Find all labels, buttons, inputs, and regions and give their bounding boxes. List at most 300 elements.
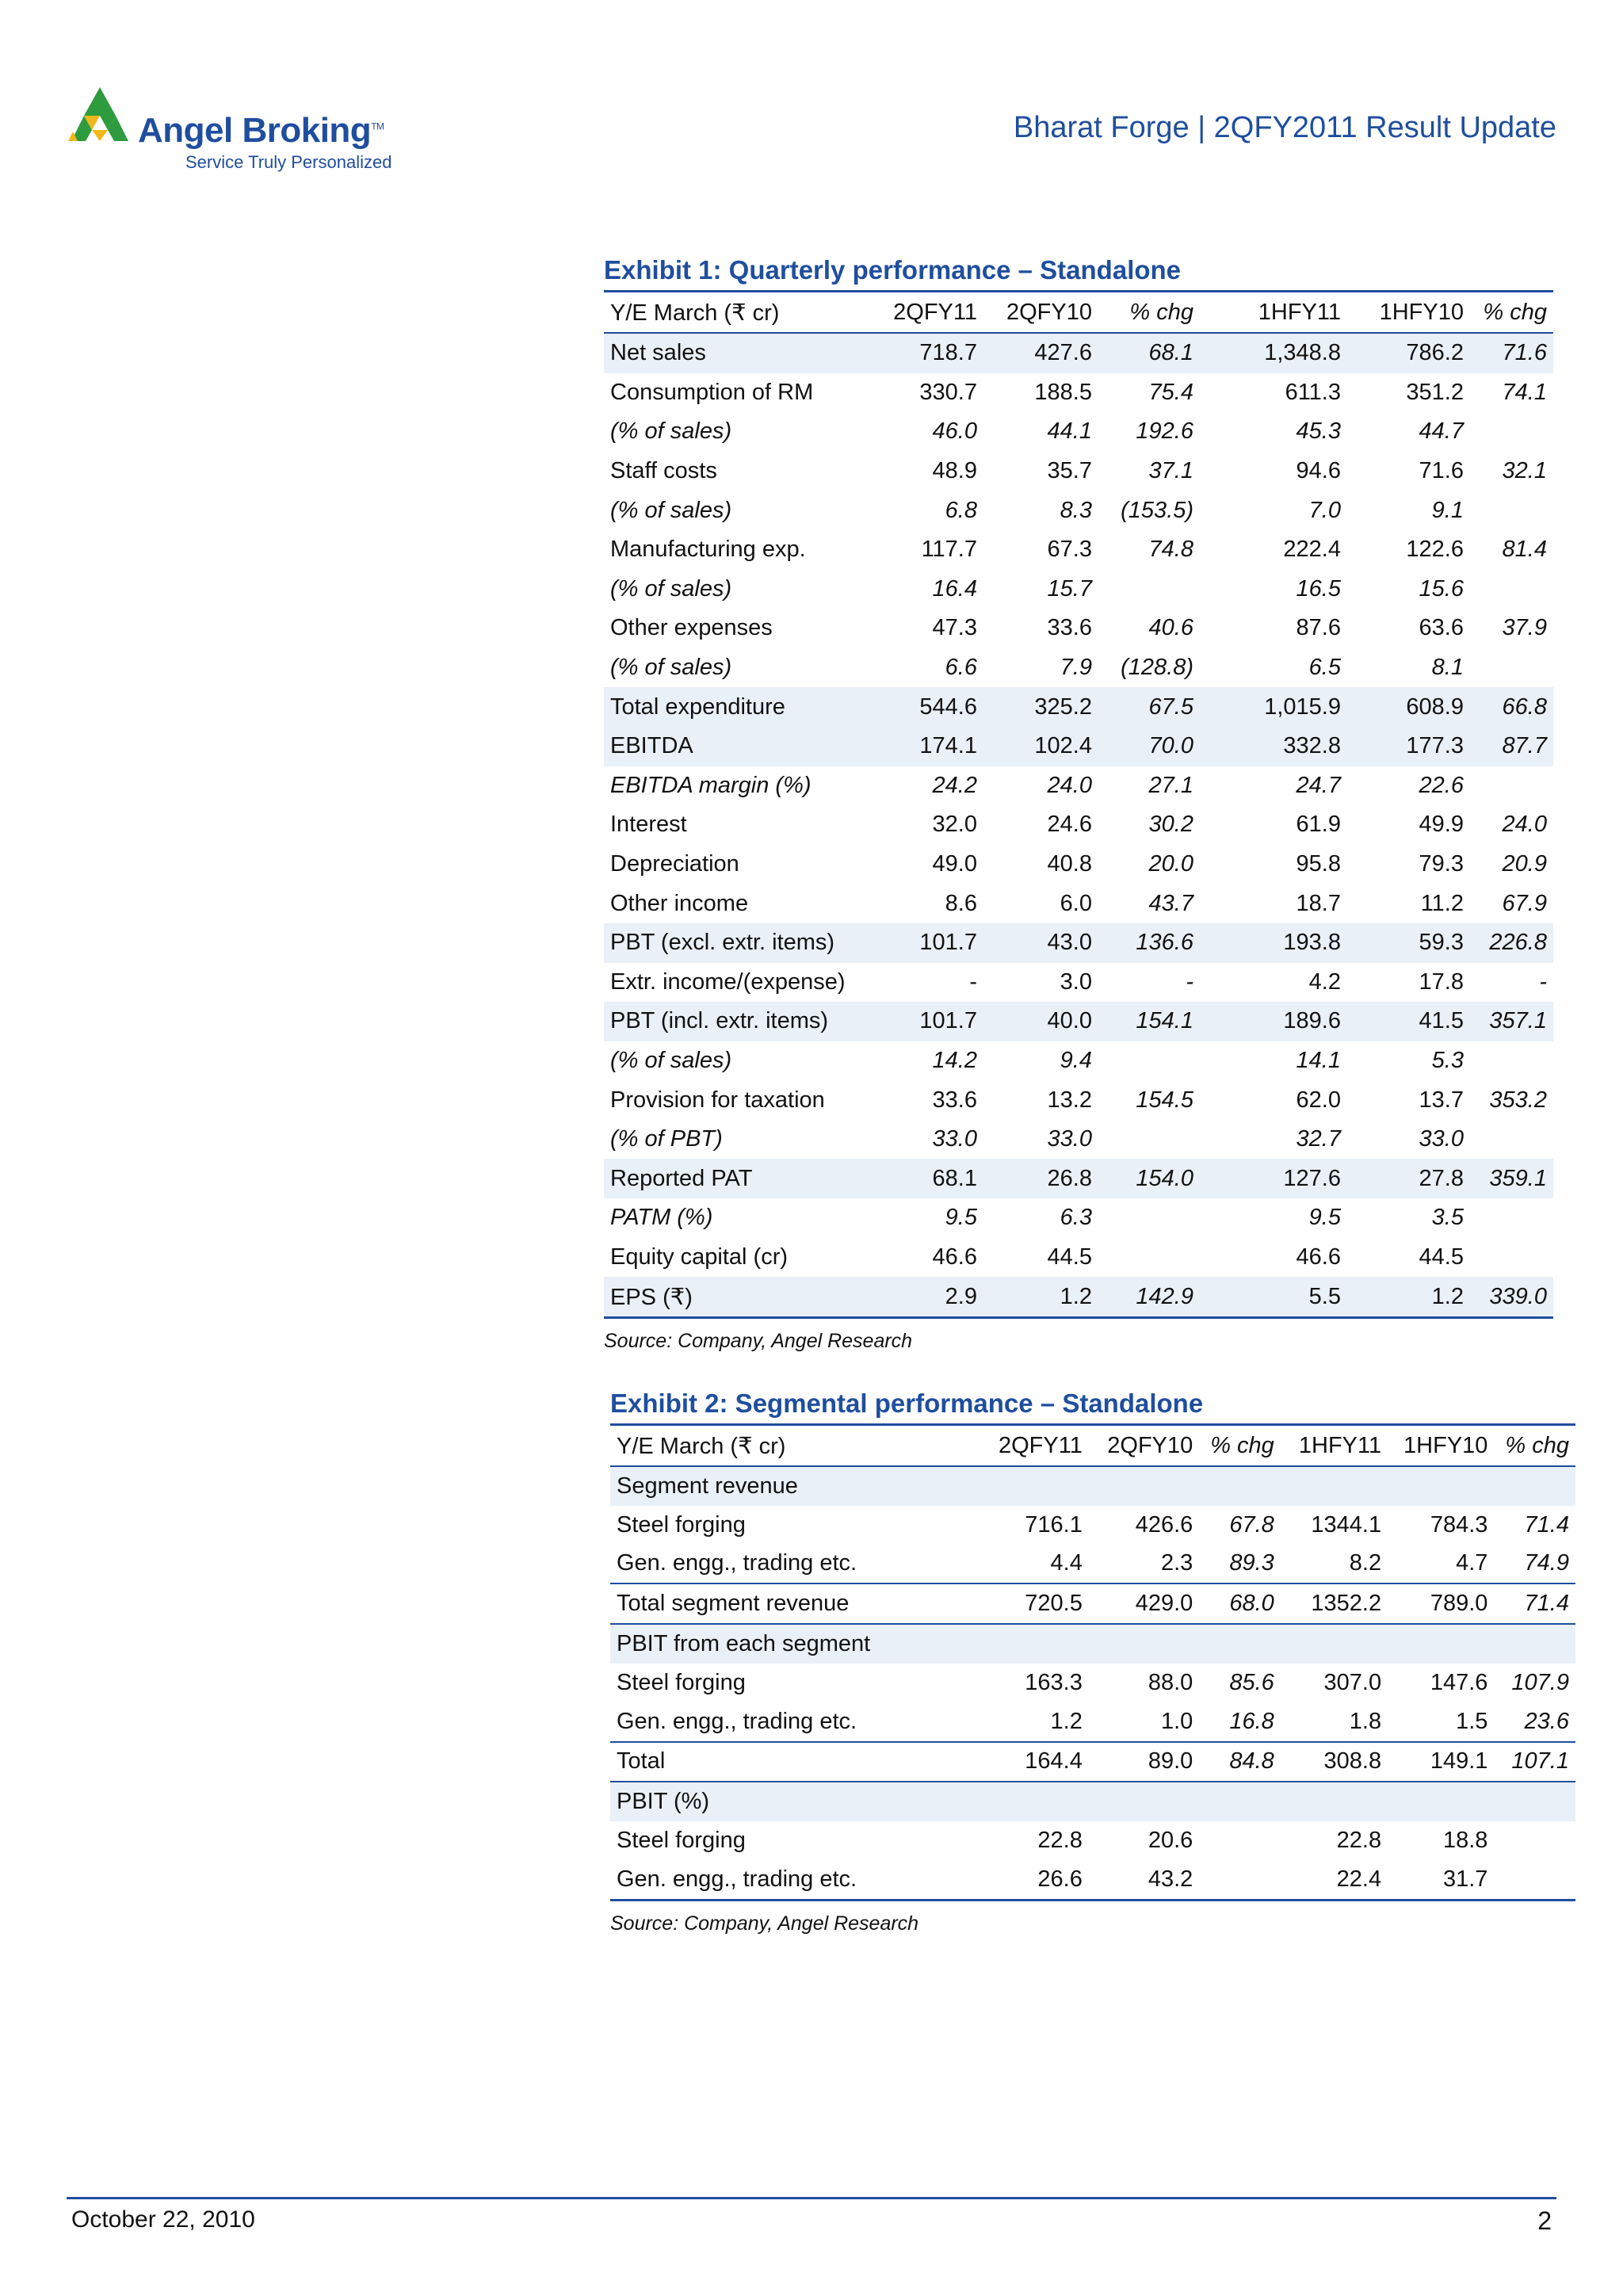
row-label: Manufacturing exp. [610,537,806,563]
table-cell: 37.1 [1148,458,1193,484]
table-cell: 20.6 [1148,1828,1193,1854]
table-cell: 154.0 [1098,1159,1200,1198]
table-cell: 14.2 [932,1047,977,1073]
table-cell: 17.8 [1419,968,1464,995]
table-cell: 429.0 [1135,1591,1193,1617]
table-cell: 718.7 [865,333,983,373]
table-row [604,1080,1553,1120]
table-cell: 154.5 [1136,1087,1193,1113]
table-cell: 26.6 [1037,1866,1083,1892]
table-cell: 20.9 [1502,851,1547,877]
table-cell: 3.5 [1431,1205,1464,1231]
table-cell: 6.3 [1060,1205,1092,1231]
row-label: (% of sales) [610,655,732,681]
row-label: Gen. engg., trading etc. [617,1866,857,1892]
table-cell: 33.6 [932,1087,977,1113]
table-row [604,491,1553,530]
table-cell: 14.1 [1296,1047,1341,1073]
table-cell: 46.0 [932,418,977,445]
brand-tagline: Service Truly Personalized [185,152,392,172]
page-number: 2 [1537,2206,1552,2235]
table-cell: 9.4 [1060,1047,1092,1073]
row-label: EBITDA margin (%) [610,772,812,798]
table-cell: 44.1 [1047,418,1092,445]
table-cell: - [1539,968,1547,995]
table-row [610,1664,1575,1702]
table-row [604,648,1553,688]
footer-divider [67,2197,1556,2199]
table-row [604,1198,1553,1238]
table-cell: 24.0 [1047,772,1092,798]
table-cell: 89.0 [1148,1748,1193,1775]
table-cell: - [969,968,977,995]
table-cell: 13.2 [1047,1087,1092,1113]
table-cell: 544.6 [865,687,983,727]
table-cell: 87.6 [1296,615,1341,641]
table-cell: 26.8 [983,1159,1098,1198]
table-cell [1098,570,1200,609]
table-row [610,1506,1575,1545]
table-cell [1494,1466,1575,1506]
table-row [604,1002,1553,1041]
row-label: (% of sales) [610,575,732,602]
table-cell: 24.7 [1296,772,1341,798]
table-cell: - [1186,968,1193,995]
row-label: Other expenses [610,615,773,641]
exhibit-quarterly-performance [604,255,1553,1353]
table-cell [1199,1466,1281,1506]
row-label: EBITDA [604,727,865,766]
table-cell: 27.8 [1347,1159,1470,1198]
table-cell: 2.3 [1160,1550,1193,1576]
table-cell: 67.8 [1229,1511,1274,1538]
table-row [604,963,1553,1003]
table-cell: 33.0 [1419,1126,1464,1152]
table-cell: 127.6 [1200,1159,1347,1198]
column-header: % chg [1129,299,1193,325]
column-header: % chg [1505,1432,1569,1458]
table-cell: 1,015.9 [1200,687,1347,727]
table-cell: 30.2 [1148,812,1193,838]
table-cell [1199,1821,1281,1860]
table-cell: 43.7 [1148,890,1193,916]
table-cell: 15.6 [1419,575,1464,602]
table-cell: 71.4 [1524,1511,1569,1538]
table-header-row [610,1425,1575,1467]
table-row [610,1466,1575,1506]
column-header: % chg [1210,1432,1274,1458]
table-row [610,1742,1575,1782]
angel-pyramid-logo-icon [68,86,132,143]
table-cell: 41.5 [1347,1002,1470,1041]
table-cell: 32.7 [1296,1126,1341,1152]
table-cell: 7.9 [1060,655,1092,681]
row-label: Total segment revenue [617,1591,850,1617]
row-label: (% of sales) [610,497,732,523]
table-cell [1199,1860,1281,1900]
table-cell [976,1466,1089,1506]
exhibit-title: Exhibit 1: Quarterly performance – Standalone [604,255,1182,285]
table-cell: 22.8 [1336,1828,1382,1854]
table-cell: 7.0 [1308,497,1341,523]
table-row [604,412,1553,452]
column-header: Y/E March (₹ cr) [610,300,780,326]
table-cell: 71.4 [1524,1591,1569,1617]
table-cell: 3.0 [1060,968,1092,995]
table-cell: 40.0 [983,1002,1098,1041]
table-row [610,1782,1575,1821]
table-cell: 6.8 [945,497,977,523]
table-row [604,570,1553,609]
table-cell: 4.4 [1050,1550,1083,1576]
table-cell: 75.4 [1148,379,1193,405]
table-cell: 8.6 [945,890,977,916]
table-cell: 102.4 [983,727,1098,766]
table-cell [1281,1466,1388,1506]
table-cell: 154.1 [1098,1002,1200,1041]
row-label: Equity capital (cr) [610,1244,789,1270]
table-cell: 192.6 [1136,418,1193,445]
footer-date: October 22, 2010 [71,2206,255,2233]
table-row [610,1545,1575,1584]
table-row [604,1277,1553,1317]
table-cell: 5.3 [1431,1047,1464,1073]
table-cell: 1.8 [1349,1708,1382,1734]
table-cell [1089,1624,1199,1664]
segmental-performance-table [610,1423,1575,1901]
table-cell: 24.6 [1047,812,1092,838]
table-cell: 85.6 [1229,1669,1274,1695]
row-label: Provision for taxation [610,1087,825,1113]
table-cell [1098,1120,1200,1159]
table-cell: 74.8 [1148,537,1193,563]
table-cell: 359.1 [1470,1159,1553,1198]
table-cell: 33.0 [1047,1126,1092,1152]
table-cell: 142.9 [1098,1277,1200,1317]
table-cell: 33.0 [932,1126,977,1152]
table-cell: 307.0 [1323,1669,1382,1695]
column-header: 2QFY10 [1107,1432,1193,1458]
table-cell: 8.2 [1349,1550,1382,1576]
row-label: Other income [610,890,749,916]
table-row [604,1238,1553,1278]
table-cell [1494,1782,1575,1821]
table-cell: 62.0 [1296,1087,1341,1113]
table-cell: 74.1 [1502,379,1547,405]
table-cell [1388,1466,1494,1506]
table-cell: 226.8 [1470,923,1553,963]
table-cell: 27.1 [1148,772,1193,798]
row-label: Gen. engg., trading etc. [617,1708,857,1734]
table-cell [1098,1198,1200,1238]
table-cell [1494,1624,1575,1664]
table-cell: 79.3 [1419,851,1464,877]
table-cell: 189.6 [1200,1002,1347,1041]
table-cell: 68.1 [865,1159,983,1198]
table-cell: 43.2 [1148,1866,1193,1892]
table-cell: 147.6 [1430,1669,1488,1695]
table-cell: 101.7 [865,1002,983,1041]
table-cell: 2.9 [865,1277,983,1317]
row-label: PATM (%) [610,1205,713,1231]
table-cell: 33.6 [1047,615,1092,641]
table-cell: 149.1 [1430,1748,1488,1775]
table-cell: 49.9 [1419,812,1464,838]
table-cell: 4.7 [1456,1550,1488,1576]
row-label: PBT (incl. extr. items) [604,1002,865,1041]
table-cell: 164.4 [1025,1748,1083,1775]
table-cell: 95.8 [1296,851,1341,877]
table-row [604,727,1553,766]
table-cell: 9.1 [1431,497,1464,523]
table-cell: 339.0 [1470,1277,1553,1317]
table-cell: 784.3 [1430,1511,1488,1538]
table-cell: 87.7 [1470,727,1553,766]
table-cell: 608.9 [1347,687,1470,727]
table-cell: 31.7 [1442,1866,1488,1892]
row-label: Steel forging [617,1828,746,1854]
table-cell: (128.8) [1121,655,1193,681]
table-cell: 789.0 [1430,1591,1488,1617]
table-cell: 351.2 [1406,379,1464,405]
table-cell: 107.1 [1511,1748,1569,1775]
row-label: (% of PBT) [610,1126,723,1152]
table-cell: 22.6 [1419,772,1464,798]
table-cell: 40.6 [1148,615,1193,641]
table-row [604,845,1553,884]
row-label: Depreciation [610,851,739,877]
table-cell [1470,412,1553,452]
table-cell: 71.6 [1470,333,1553,373]
table-cell: 1.2 [983,1277,1098,1317]
table-row [610,1821,1575,1860]
table-cell [976,1624,1089,1664]
table-cell: 24.2 [932,772,977,798]
table-cell: 193.8 [1200,923,1347,963]
table-row [604,687,1553,727]
column-header: Y/E March (₹ cr) [617,1433,786,1459]
table-cell: 67.3 [1047,537,1092,563]
table-cell: 40.8 [1047,851,1092,877]
table-cell: 44.5 [1419,1244,1464,1270]
table-cell: 70.0 [1098,727,1200,766]
table-cell [1089,1782,1199,1821]
table-cell [1470,1120,1553,1159]
column-header: 2QFY10 [1006,299,1092,325]
table-cell: 68.1 [1098,333,1200,373]
row-label: PBIT (%) [610,1782,976,1821]
table-cell: 8.3 [1060,497,1092,523]
table-cell: 35.7 [1047,458,1092,484]
table-cell [1098,1238,1200,1278]
table-cell: 426.6 [1135,1511,1193,1538]
column-header: 2QFY11 [893,299,977,325]
table-cell: 47.3 [932,615,977,641]
table-cell: 222.4 [1283,537,1341,563]
table-cell: 49.0 [932,851,977,877]
table-cell: 16.8 [1229,1708,1274,1734]
table-row [604,923,1553,963]
table-cell: 67.9 [1502,890,1547,916]
table-cell: 163.3 [1025,1669,1083,1695]
table-cell: 46.6 [932,1244,977,1270]
table-cell [1089,1466,1199,1506]
table-cell: 188.5 [1034,379,1092,405]
table-cell: 325.2 [983,687,1098,727]
table-cell: 84.8 [1229,1748,1274,1775]
table-cell: 13.7 [1419,1087,1464,1113]
table-cell: 174.1 [865,727,983,766]
brand-logo [68,79,401,174]
row-label: Reported PAT [604,1159,865,1198]
table-row [604,373,1553,413]
table-cell: 68.0 [1229,1591,1274,1617]
table-row [610,1624,1575,1664]
table-cell: 177.3 [1347,727,1470,766]
table-cell: 357.1 [1470,1002,1553,1041]
row-label: Interest [610,812,687,838]
table-cell: 23.6 [1524,1708,1569,1734]
table-cell: 6.5 [1308,655,1341,681]
table-cell: 5.5 [1200,1277,1347,1317]
table-cell: 1,348.8 [1200,333,1347,373]
table-cell: 63.6 [1419,615,1464,641]
table-cell: 11.2 [1420,890,1464,916]
table-cell: 332.8 [1200,727,1347,766]
table-cell: 308.8 [1323,1748,1382,1775]
table-cell [1470,570,1553,609]
table-cell: 32.0 [932,812,977,838]
table-cell: 48.9 [932,458,977,484]
source-note: Source: Company, Angel Research [604,1329,913,1352]
table-cell: 4.2 [1308,968,1341,995]
row-label: Staff costs [610,458,717,484]
table-cell: 22.4 [1336,1866,1382,1892]
table-cell: 45.3 [1296,418,1341,445]
table-cell: 1.5 [1456,1708,1488,1734]
table-cell: 117.7 [921,537,977,563]
table-cell [1494,1821,1575,1860]
table-cell [1098,1041,1200,1081]
table-cell: 46.6 [1296,1244,1341,1270]
column-header: 1HFY11 [1258,299,1341,325]
column-header: 2QFY11 [999,1432,1083,1458]
column-header: 1HFY11 [1298,1432,1382,1458]
table-cell: 16.5 [1296,575,1341,602]
table-cell [1281,1624,1388,1664]
table-cell [1199,1782,1281,1821]
table-cell: (153.5) [1121,497,1193,523]
row-label: PBIT from each segment [610,1624,976,1664]
table-cell [1470,1198,1553,1238]
table-cell [1470,1041,1553,1081]
row-label: EPS (₹) [604,1277,865,1317]
table-row [610,1702,1575,1742]
table-cell: 18.7 [1296,890,1341,916]
table-cell: 330.7 [919,379,977,405]
table-cell: 107.9 [1511,1669,1569,1695]
column-header: 1HFY10 [1403,1432,1488,1458]
table-cell: 59.3 [1347,923,1470,963]
row-label: Segment revenue [610,1466,976,1506]
brand-name: Angel Broking™ [138,111,384,150]
column-header: 1HFY10 [1379,299,1464,325]
row-label: Total expenditure [604,687,865,727]
row-label: Consumption of RM [610,379,814,405]
table-cell: 43.0 [983,923,1098,963]
table-cell: 1.2 [1050,1708,1083,1734]
table-cell: 81.4 [1502,537,1547,563]
table-cell: 9.5 [945,1205,977,1231]
table-cell: 61.9 [1296,812,1341,838]
row-label: PBT (excl. extr. items) [604,923,865,963]
table-cell: 16.4 [932,575,977,602]
table-cell: 6.0 [1060,890,1092,916]
table-cell [1281,1782,1388,1821]
table-cell: 24.0 [1502,812,1547,838]
table-cell [1388,1782,1494,1821]
row-label: Steel forging [617,1669,746,1695]
row-label: Gen. engg., trading etc. [617,1550,857,1576]
table-cell: 716.1 [1025,1511,1083,1538]
table-cell: 32.1 [1502,458,1547,484]
table-cell: 136.6 [1098,923,1200,963]
table-cell [1470,1238,1553,1278]
table-cell: 8.1 [1431,655,1464,681]
table-row [610,1860,1575,1900]
trademark-mark: TM [371,120,384,132]
column-header: % chg [1483,299,1547,325]
row-label: Extr. income/(expense) [610,968,846,995]
table-cell: 1344.1 [1311,1511,1382,1538]
table-cell: 427.6 [983,333,1098,373]
table-cell: 44.7 [1419,418,1464,445]
table-cell: 74.9 [1524,1550,1569,1576]
table-cell: 22.8 [1037,1828,1083,1854]
report-title: Bharat Forge | 2QFY2011 Result Update [1013,111,1556,144]
table-cell: 66.8 [1470,687,1553,727]
table-cell: 122.6 [1406,537,1464,563]
table-cell: 101.7 [865,923,983,963]
table-row [604,609,1553,648]
table-cell: 37.9 [1502,615,1547,641]
table-cell: 20.0 [1148,851,1193,877]
table-row [604,1041,1553,1081]
table-cell: 94.6 [1296,458,1341,484]
table-cell: 720.5 [1025,1591,1083,1617]
table-row [604,766,1553,806]
table-cell [1470,766,1553,806]
table-cell: 71.6 [1419,458,1464,484]
table-row [604,530,1553,570]
table-row [604,884,1553,923]
table-cell: 44.5 [1047,1244,1092,1270]
table-cell: 15.7 [1047,575,1092,602]
row-label: (% of sales) [610,418,732,445]
table-cell: 89.3 [1229,1550,1274,1576]
table-cell [1199,1624,1281,1664]
table-cell: 67.5 [1098,687,1200,727]
table-row [610,1584,1575,1624]
row-label: Net sales [604,333,865,373]
table-cell: 18.8 [1442,1828,1488,1854]
table-cell: 1.0 [1160,1708,1193,1734]
table-cell: 88.0 [1148,1669,1193,1695]
row-label: Steel forging [617,1511,746,1538]
table-cell [976,1782,1089,1821]
row-label: Total [617,1748,666,1775]
quarterly-performance-table [604,290,1553,1319]
